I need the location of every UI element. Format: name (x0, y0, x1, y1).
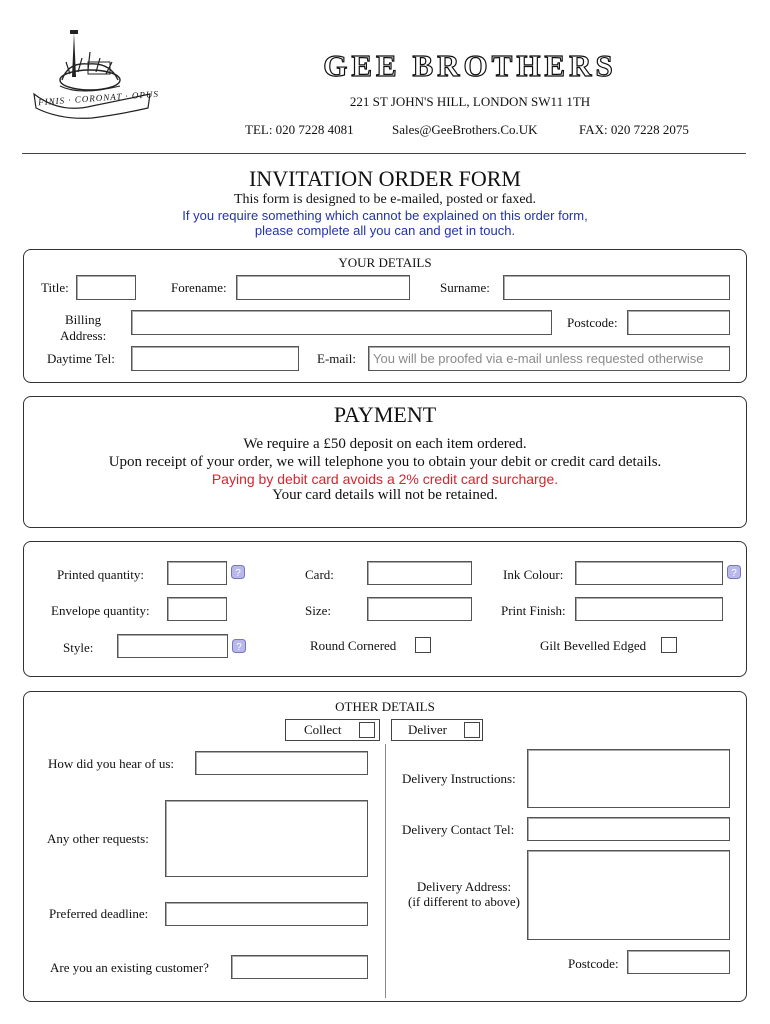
printed-quantity-input[interactable] (167, 561, 227, 585)
collect-label: Collect (304, 722, 342, 737)
your-details-heading: YOUR DETAILS (338, 255, 432, 270)
company-address: 221 ST JOHN'S HILL, LONDON SW11 1TH (349, 94, 591, 109)
help-icon[interactable] (727, 565, 741, 579)
delivery-address-textarea[interactable] (527, 850, 730, 940)
gilt-bevelled-checkbox[interactable] (661, 637, 677, 653)
card-input[interactable] (367, 561, 472, 585)
help-icon[interactable] (231, 565, 245, 579)
company-tel: TEL: 020 7228 4081 (245, 122, 354, 137)
postcode-input[interactable] (627, 310, 730, 335)
deliver-option[interactable] (391, 719, 483, 741)
forename-input[interactable] (236, 275, 410, 300)
ink-colour-label: Ink Colour: (503, 567, 564, 582)
billing-label: Billing (65, 312, 102, 327)
surname-label: Surname: (440, 280, 490, 295)
header-divider (22, 153, 746, 154)
form-note-line2: please complete all you can and get in touch. (254, 223, 516, 238)
other-requests-textarea[interactable] (165, 800, 368, 877)
deliver-label: Deliver (408, 722, 447, 737)
delivery-address-sublabel: (if different to above) (407, 894, 521, 909)
collect-checkbox[interactable] (359, 722, 375, 738)
existing-customer-input[interactable] (231, 955, 368, 979)
deadline-label: Preferred deadline: (49, 906, 149, 921)
delivery-instructions-textarea[interactable] (527, 749, 730, 808)
email-text-input[interactable] (369, 347, 729, 370)
crest-icon (30, 22, 155, 122)
payment-heading: PAYMENT (333, 402, 437, 427)
delivery-postcode-input[interactable] (627, 950, 730, 974)
style-input[interactable] (117, 634, 228, 658)
svg-text:?: ? (235, 568, 241, 579)
existing-customer-label: Are you an existing customer? (50, 960, 209, 975)
billing-label-address: Address: (60, 328, 107, 343)
delivery-instructions-label: Delivery Instructions: (402, 771, 516, 786)
forename-label: Forename: (171, 280, 227, 295)
ink-colour-input[interactable] (575, 561, 723, 585)
delivery-tel-input[interactable] (527, 817, 730, 841)
daytime-tel-label: Daytime Tel: (47, 351, 115, 366)
print-finish-label: Print Finish: (501, 603, 566, 618)
size-label: Size: (305, 603, 331, 618)
help-icon[interactable] (232, 639, 246, 653)
company-email[interactable]: Sales@GeeBrothers.Co.UK (392, 122, 538, 137)
form-note-line1: If you require something which cannot be explained on this order form, (182, 208, 588, 223)
card-label: Card: (305, 567, 334, 582)
gilt-bevelled-label: Gilt Bevelled Edged (540, 638, 647, 653)
round-cornered-label: Round Cornered (310, 638, 397, 653)
surname-input[interactable] (503, 275, 730, 300)
title-label: Title: (41, 280, 69, 295)
postcode-label: Postcode: (567, 315, 618, 330)
other-requests-label: Any other requests: (47, 831, 149, 846)
payment-line1: We require a £50 deposit on each item ordered. (243, 436, 527, 452)
envelope-quantity-input[interactable] (167, 597, 227, 621)
envelope-quantity-label: Envelope quantity: (51, 603, 150, 618)
round-cornered-checkbox[interactable] (415, 637, 431, 653)
svg-text:?: ? (236, 642, 242, 653)
payment-line4: Your card details will not be retained. (272, 487, 498, 503)
print-finish-input[interactable] (575, 597, 723, 621)
style-label: Style: (63, 640, 94, 655)
form-intro: This form is designed to be e-mailed, posted or faxed. (233, 192, 537, 207)
svg-text:?: ? (731, 568, 737, 579)
other-details-heading: OTHER DETAILS (335, 699, 435, 714)
payment-surcharge-note: Paying by debit card avoids a 2% credit card surcharge. (211, 471, 559, 487)
email-label: E-mail: (317, 351, 356, 366)
delivery-address-label: Delivery Address: (416, 879, 512, 894)
deadline-input[interactable] (165, 902, 368, 926)
logo-motto: FINIS · CORONAT · OPUS (37, 88, 160, 108)
collect-option[interactable] (285, 719, 380, 741)
daytime-tel-input[interactable] (131, 346, 299, 371)
company-logo (30, 22, 155, 122)
company-fax: FAX: 020 7228 2075 (579, 122, 689, 137)
printed-quantity-label: Printed quantity: (57, 567, 145, 582)
deliver-checkbox[interactable] (464, 722, 480, 738)
delivery-tel-label: Delivery Contact Tel: (402, 822, 515, 837)
hear-input[interactable] (195, 751, 368, 775)
billing-address-input[interactable] (131, 310, 552, 335)
title-input[interactable] (76, 275, 136, 300)
payment-line2: Upon receipt of your order, we will telephone you to obtain your debit or credit card details. (108, 454, 662, 470)
delivery-postcode-label: Postcode: (568, 956, 619, 971)
form-title: INVITATION ORDER FORM (248, 166, 521, 191)
email-input[interactable] (368, 346, 730, 371)
column-divider (385, 744, 386, 998)
hear-label: How did you hear of us: (48, 756, 175, 771)
size-input[interactable] (367, 597, 472, 621)
company-name: GEE BROTHERS (323, 48, 617, 83)
